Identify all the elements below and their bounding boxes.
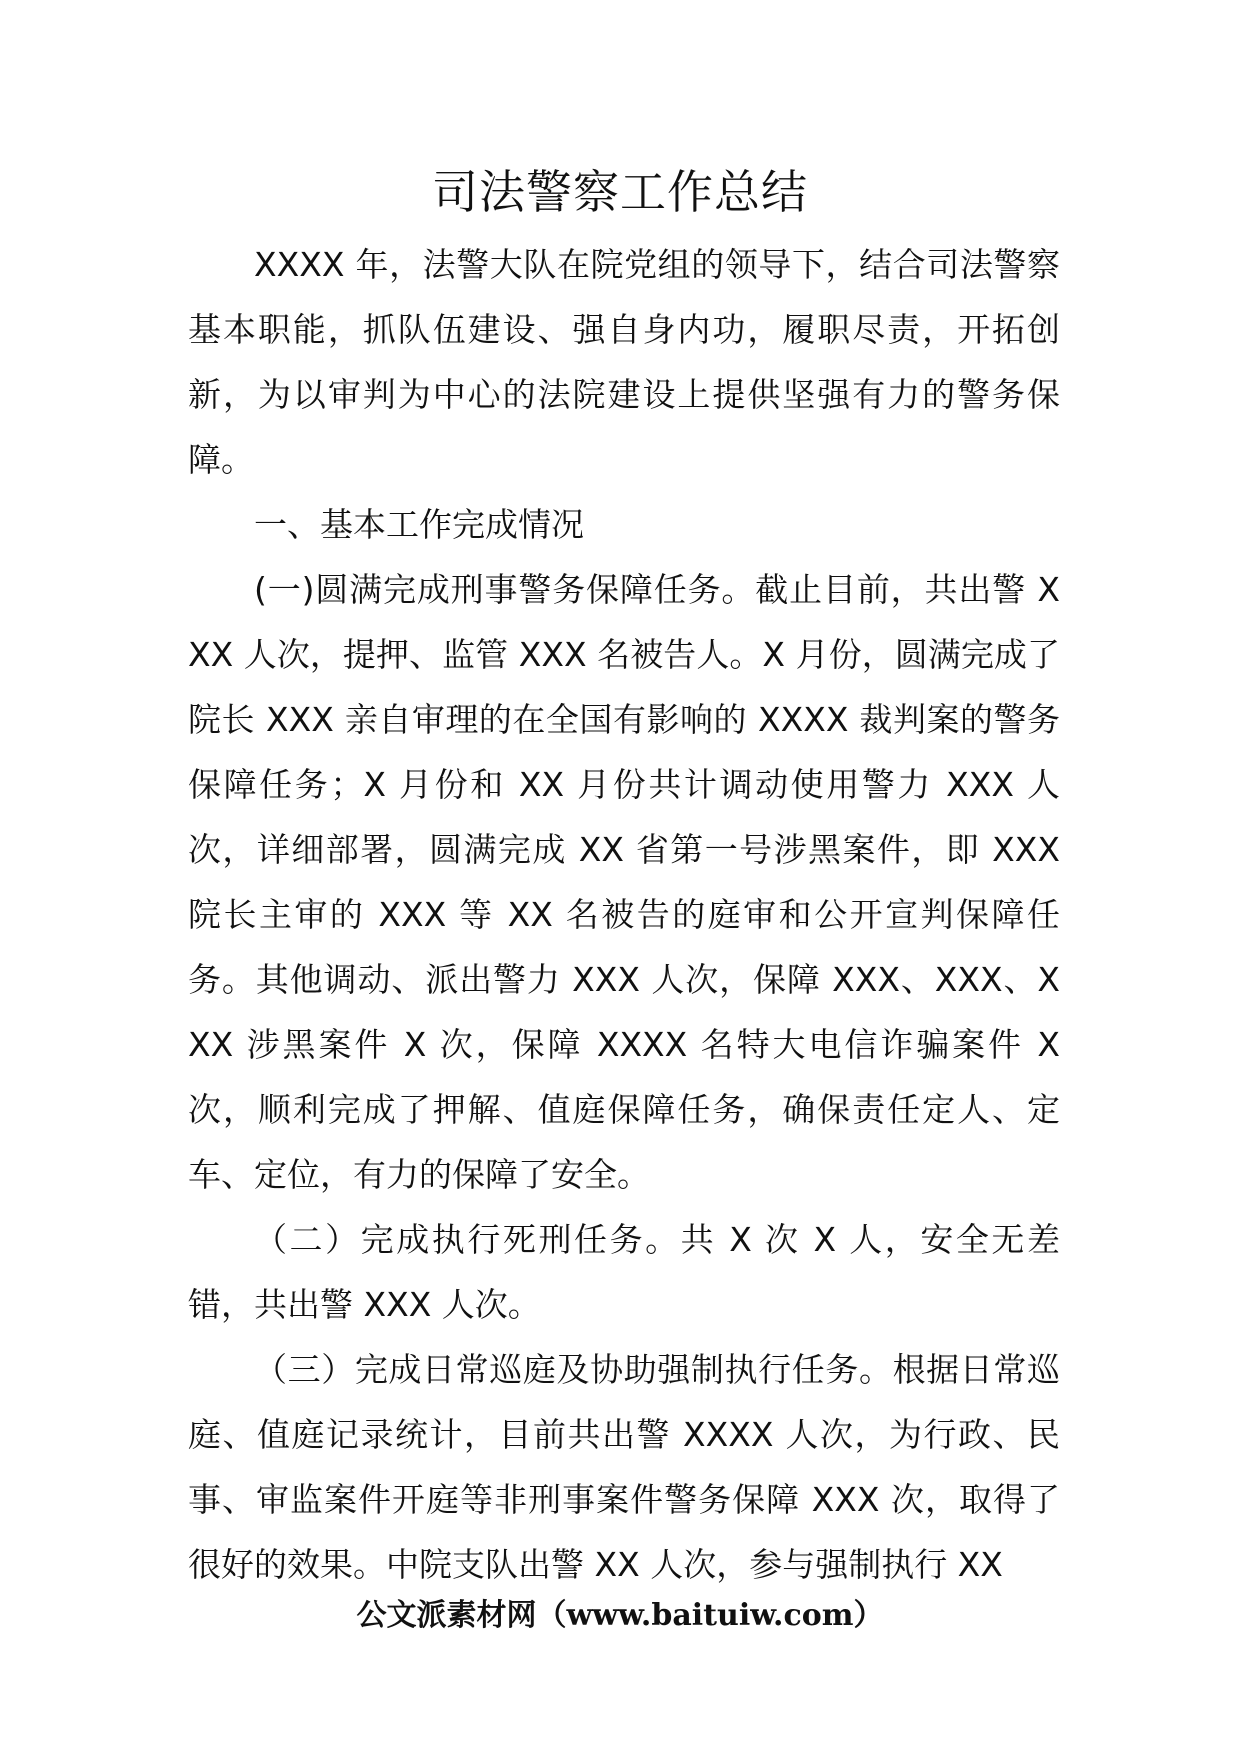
- watermark-footer: 公文派素材网（www.baituiw.com）: [356, 1598, 884, 1633]
- subsection-paragraph-1: (一)圆满完成刑事警务保障任务。截止目前，共出警 XXX 人次，提押、监管 XXX 名被告人。X 月份，圆满完成了院长 XXX 亲自审理的在全国有影响的 XXXX 裁判案的警务保障任务；X 月份和 XX 月份共计调动使用警力 XXX 人次，详细部署，圆满完成 XX 省第一号涉黑案件，即 XXX 院长主审的 XXX 等 XX 名被告的庭审和公开宣判保障任务。其他调动、派出警力 XXX 人次，保障 XXX、XXX、XXX 涉黑案件 X 次，保障 XXXX 名特大电信诈骗案件 X 次，顺利完成了押解、值庭保障任务，确保责任定人、定车、定位，有力的保障了安全。: [188, 570, 1060, 1194]
- subsection-paragraph-2: （二）完成执行死刑任务。共 X 次 X 人，安全无差错，共出警 XXX 人次。: [188, 1220, 1060, 1324]
- document-title: 司法警察工作总结: [432, 165, 808, 219]
- intro-paragraph: XXXX 年，法警大队在院党组的领导下，结合司法警察基本职能，抓队伍建设、强自身内功，履职尽责，开拓创新，为以审判为中心的法院建设上提供坚强有力的警务保障。: [188, 245, 1060, 479]
- section-heading: 一、基本工作完成情况: [254, 505, 584, 544]
- subsection-paragraph-3: （三）完成日常巡庭及协助强制执行任务。根据日常巡庭、值庭记录统计，目前共出警 XXXX 人次，为行政、民事、审监案件开庭等非刑事案件警务保障 XXX 次，取得了很好的效果。中院支队出警 XX 人次，参与强制执行 XX: [188, 1350, 1060, 1584]
- document-body: [188, 232, 1060, 1597]
